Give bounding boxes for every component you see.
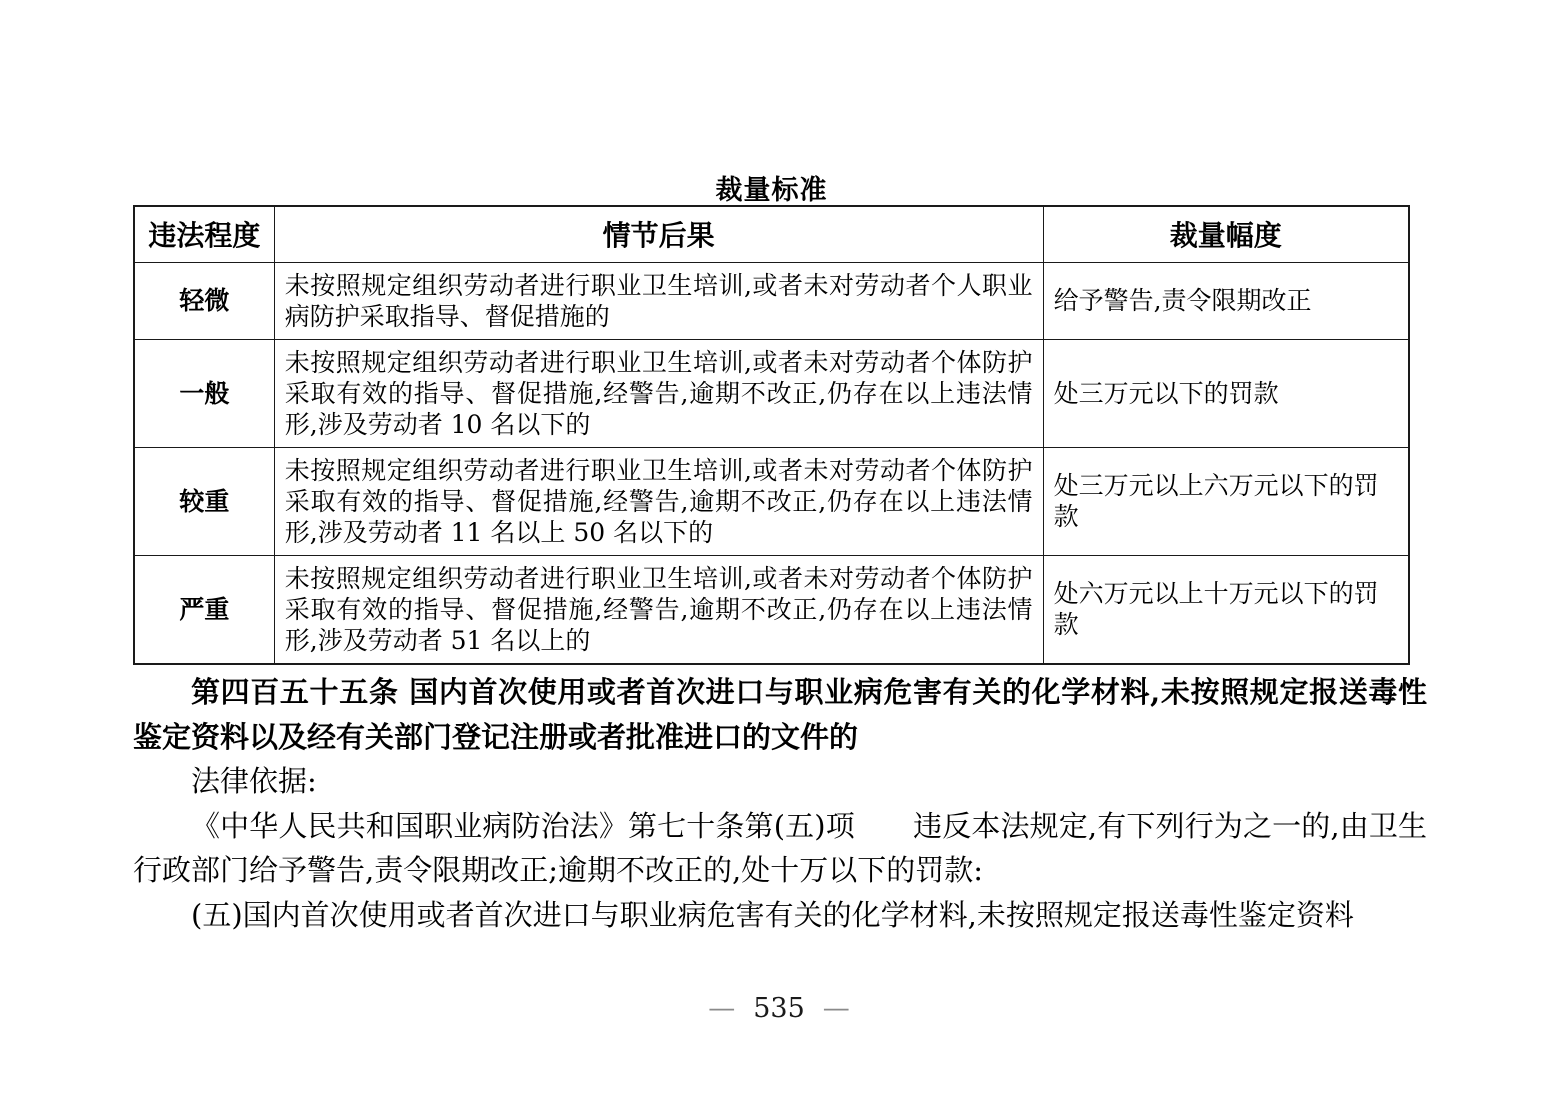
- discretion-range-cell: 给予警告,责令限期改正: [1043, 262, 1409, 339]
- legal-citation-paragraph: 《中华人民共和国职业病防治法》第七十条第(五)项 违反本法规定,有下列行为之一的,由卫生行政部门给予警告,责令限期改正;逾期不改正的,处十万以下的罚款:: [133, 808, 1427, 887]
- circumstance-cell: 未按照规定组织劳动者进行职业卫生培训,或者未对劳动者个体防护采取有效的指导、督促措施,经警告,逾期不改正,仍存在以上违法情形,涉及劳动者 10 名以下的: [274, 339, 1043, 447]
- violation-level-cell: 轻微: [134, 262, 274, 339]
- footer-dash-right: —: [822, 993, 850, 1024]
- table-header-row: [134, 206, 1409, 262]
- table-row: [134, 555, 1409, 664]
- footer-dash-left: —: [708, 993, 736, 1024]
- column-header-discretion-range: 裁量幅度: [1043, 206, 1409, 262]
- table-row: [134, 262, 1409, 339]
- column-header-circumstance: 情节后果: [274, 206, 1043, 262]
- table-row: [134, 339, 1409, 447]
- discretion-range-cell: 处六万元以上十万元以下的罚款: [1043, 555, 1409, 664]
- table-title: 裁量标准: [715, 175, 828, 206]
- circumstance-cell: 未按照规定组织劳动者进行职业卫生培训,或者未对劳动者个体防护采取有效的指导、督促措施,经警告,逾期不改正,仍存在以上违法情形,涉及劳动者 51 名以上的: [274, 555, 1043, 664]
- discretion-range-cell: 处三万元以下的罚款: [1043, 339, 1409, 447]
- violation-level-cell: 较重: [134, 447, 274, 555]
- circumstance-cell: 未按照规定组织劳动者进行职业卫生培训,或者未对劳动者个人职业病防护采取指导、督促措施的: [274, 262, 1043, 339]
- table-row: [134, 447, 1409, 555]
- article-455-paragraph: 第四百五十五条 国内首次使用或者首次进口与职业病危害有关的化学材料,未按照规定报送毒性鉴定资料以及经有关部门登记注册或者批准进口的文件的: [133, 675, 1427, 754]
- circumstance-cell: 未按照规定组织劳动者进行职业卫生培训,或者未对劳动者个体防护采取有效的指导、督促措施,经警告,逾期不改正,仍存在以上违法情形,涉及劳动者 11 名以上 50 名以下的: [274, 447, 1043, 555]
- page-number: 535: [753, 993, 805, 1024]
- violation-level-cell: 严重: [134, 555, 274, 664]
- column-header-violation-level: 违法程度: [134, 206, 274, 262]
- legal-basis-label: 法律依据:: [191, 764, 317, 798]
- page-footer: [0, 993, 1558, 1024]
- legal-item-5-paragraph: (五)国内首次使用或者首次进口与职业病危害有关的化学材料,未按照规定报送毒性鉴定资料: [191, 897, 1354, 932]
- article-body: [133, 670, 1427, 937]
- discretion-range-cell: 处三万元以上六万元以下的罚款: [1043, 447, 1409, 555]
- violation-level-cell: 一般: [134, 339, 274, 447]
- discretion-standards-table: [133, 205, 1410, 665]
